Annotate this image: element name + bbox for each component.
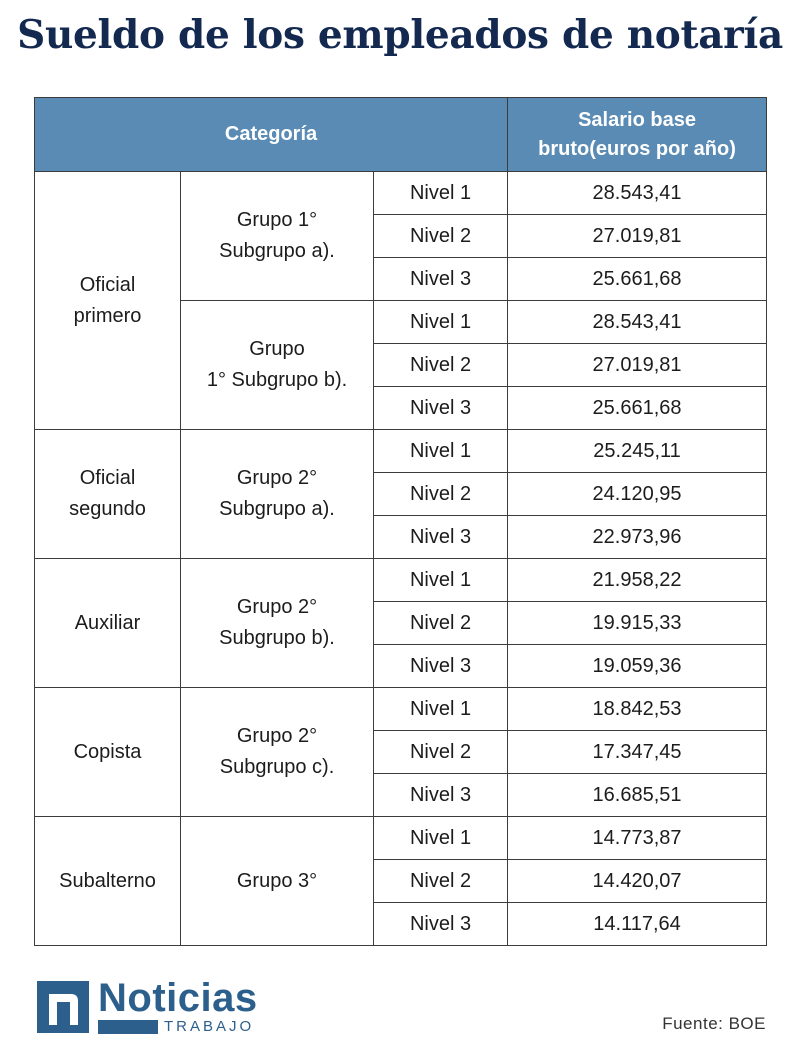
category-line: Oficial bbox=[79, 273, 136, 296]
salary-cell: 17.347,45 bbox=[508, 731, 767, 774]
level-cell: Nivel 1 bbox=[374, 301, 508, 344]
group-cell bbox=[181, 688, 374, 817]
salary-cell: 19.059,36 bbox=[508, 645, 767, 688]
salary-cell: 28.543,41 bbox=[508, 172, 767, 215]
salary-cell: 16.685,51 bbox=[508, 774, 767, 817]
salary-cell: 22.973,96 bbox=[508, 516, 767, 559]
table-body bbox=[35, 172, 767, 946]
logo-wordmark: Noticias bbox=[98, 976, 258, 1020]
group-line: Grupo 1° bbox=[236, 209, 318, 231]
group-line: Subgrupo b). bbox=[219, 627, 335, 649]
salary-table bbox=[34, 97, 767, 946]
level-cell: Nivel 1 bbox=[374, 559, 508, 602]
salary-cell: 14.117,64 bbox=[508, 903, 767, 946]
salary-cell: 28.543,41 bbox=[508, 301, 767, 344]
logo-mark-icon bbox=[37, 981, 89, 1033]
category-line: Oficial bbox=[79, 467, 136, 489]
salary-cell: 21.958,22 bbox=[508, 559, 767, 602]
category-cell bbox=[35, 688, 181, 817]
group-line: Subgrupo c). bbox=[219, 756, 335, 778]
page-title: Sueldo de los empleados de notaría bbox=[17, 12, 783, 58]
level-cell: Nivel 3 bbox=[374, 645, 508, 688]
level-cell: Nivel 2 bbox=[374, 344, 508, 387]
group-line: 1° Subgrupo b). bbox=[206, 369, 348, 391]
level-cell: Nivel 2 bbox=[374, 473, 508, 516]
group-line: Subgrupo a). bbox=[219, 240, 335, 262]
level-cell: Nivel 2 bbox=[374, 215, 508, 258]
salary-cell: 25.661,68 bbox=[508, 387, 767, 430]
salary-cell: 18.842,53 bbox=[508, 688, 767, 731]
table-row bbox=[35, 688, 767, 731]
group-line: Grupo bbox=[249, 338, 305, 360]
salary-cell: 27.019,81 bbox=[508, 344, 767, 387]
salary-cell: 25.661,68 bbox=[508, 258, 767, 301]
salary-cell: 19.915,33 bbox=[508, 602, 767, 645]
level-cell: Nivel 3 bbox=[374, 903, 508, 946]
header-salary bbox=[508, 98, 767, 172]
level-cell: Nivel 3 bbox=[374, 258, 508, 301]
noticias-trabajo-logo bbox=[37, 976, 287, 1037]
table-header-row bbox=[35, 98, 767, 172]
group-cell bbox=[181, 430, 374, 559]
group-line: Grupo 2° bbox=[236, 467, 318, 489]
group-line: Subgrupo a). bbox=[219, 498, 335, 520]
level-cell: Nivel 1 bbox=[374, 688, 508, 731]
group-cell bbox=[181, 817, 374, 946]
level-cell: Nivel 1 bbox=[374, 817, 508, 860]
table-row bbox=[35, 430, 767, 473]
category-cell bbox=[35, 817, 181, 946]
table-row bbox=[35, 559, 767, 602]
level-cell: Nivel 1 bbox=[374, 172, 508, 215]
group-line: Grupo 2° bbox=[236, 596, 318, 618]
level-cell: Nivel 2 bbox=[374, 731, 508, 774]
source-note: Fuente: BOE bbox=[662, 1014, 766, 1033]
level-cell: Nivel 3 bbox=[374, 516, 508, 559]
category-cell bbox=[35, 172, 181, 430]
category-cell bbox=[35, 430, 181, 559]
group-cell bbox=[181, 301, 374, 430]
category-line: primero bbox=[73, 304, 142, 327]
category-cell bbox=[35, 559, 181, 688]
group-line: Grupo 3° bbox=[236, 869, 318, 892]
category-line: segundo bbox=[69, 498, 146, 520]
header-category: Categoría bbox=[35, 98, 508, 172]
category-line: Subalterno bbox=[59, 869, 156, 892]
table-row bbox=[35, 172, 767, 215]
salary-cell: 14.420,07 bbox=[508, 860, 767, 903]
group-line: Grupo 2° bbox=[236, 725, 318, 747]
level-cell: Nivel 3 bbox=[374, 774, 508, 817]
level-cell: Nivel 2 bbox=[374, 860, 508, 903]
salary-cell: 14.773,87 bbox=[508, 817, 767, 860]
category-line: Copista bbox=[73, 740, 142, 763]
group-cell bbox=[181, 559, 374, 688]
salary-cell: 25.245,11 bbox=[508, 430, 767, 473]
level-cell: Nivel 2 bbox=[374, 602, 508, 645]
logo-bar bbox=[98, 1020, 158, 1034]
salary-cell: 24.120,95 bbox=[508, 473, 767, 516]
table-row bbox=[35, 817, 767, 860]
header-salary-line2: bruto(euros por año) bbox=[538, 137, 736, 160]
level-cell: Nivel 3 bbox=[374, 387, 508, 430]
logo-subtitle: TRABAJO bbox=[164, 1018, 255, 1035]
level-cell: Nivel 1 bbox=[374, 430, 508, 473]
header-salary-line1: Salario base bbox=[578, 108, 696, 131]
category-line: Auxiliar bbox=[74, 611, 141, 634]
group-cell bbox=[181, 172, 374, 301]
salary-cell: 27.019,81 bbox=[508, 215, 767, 258]
